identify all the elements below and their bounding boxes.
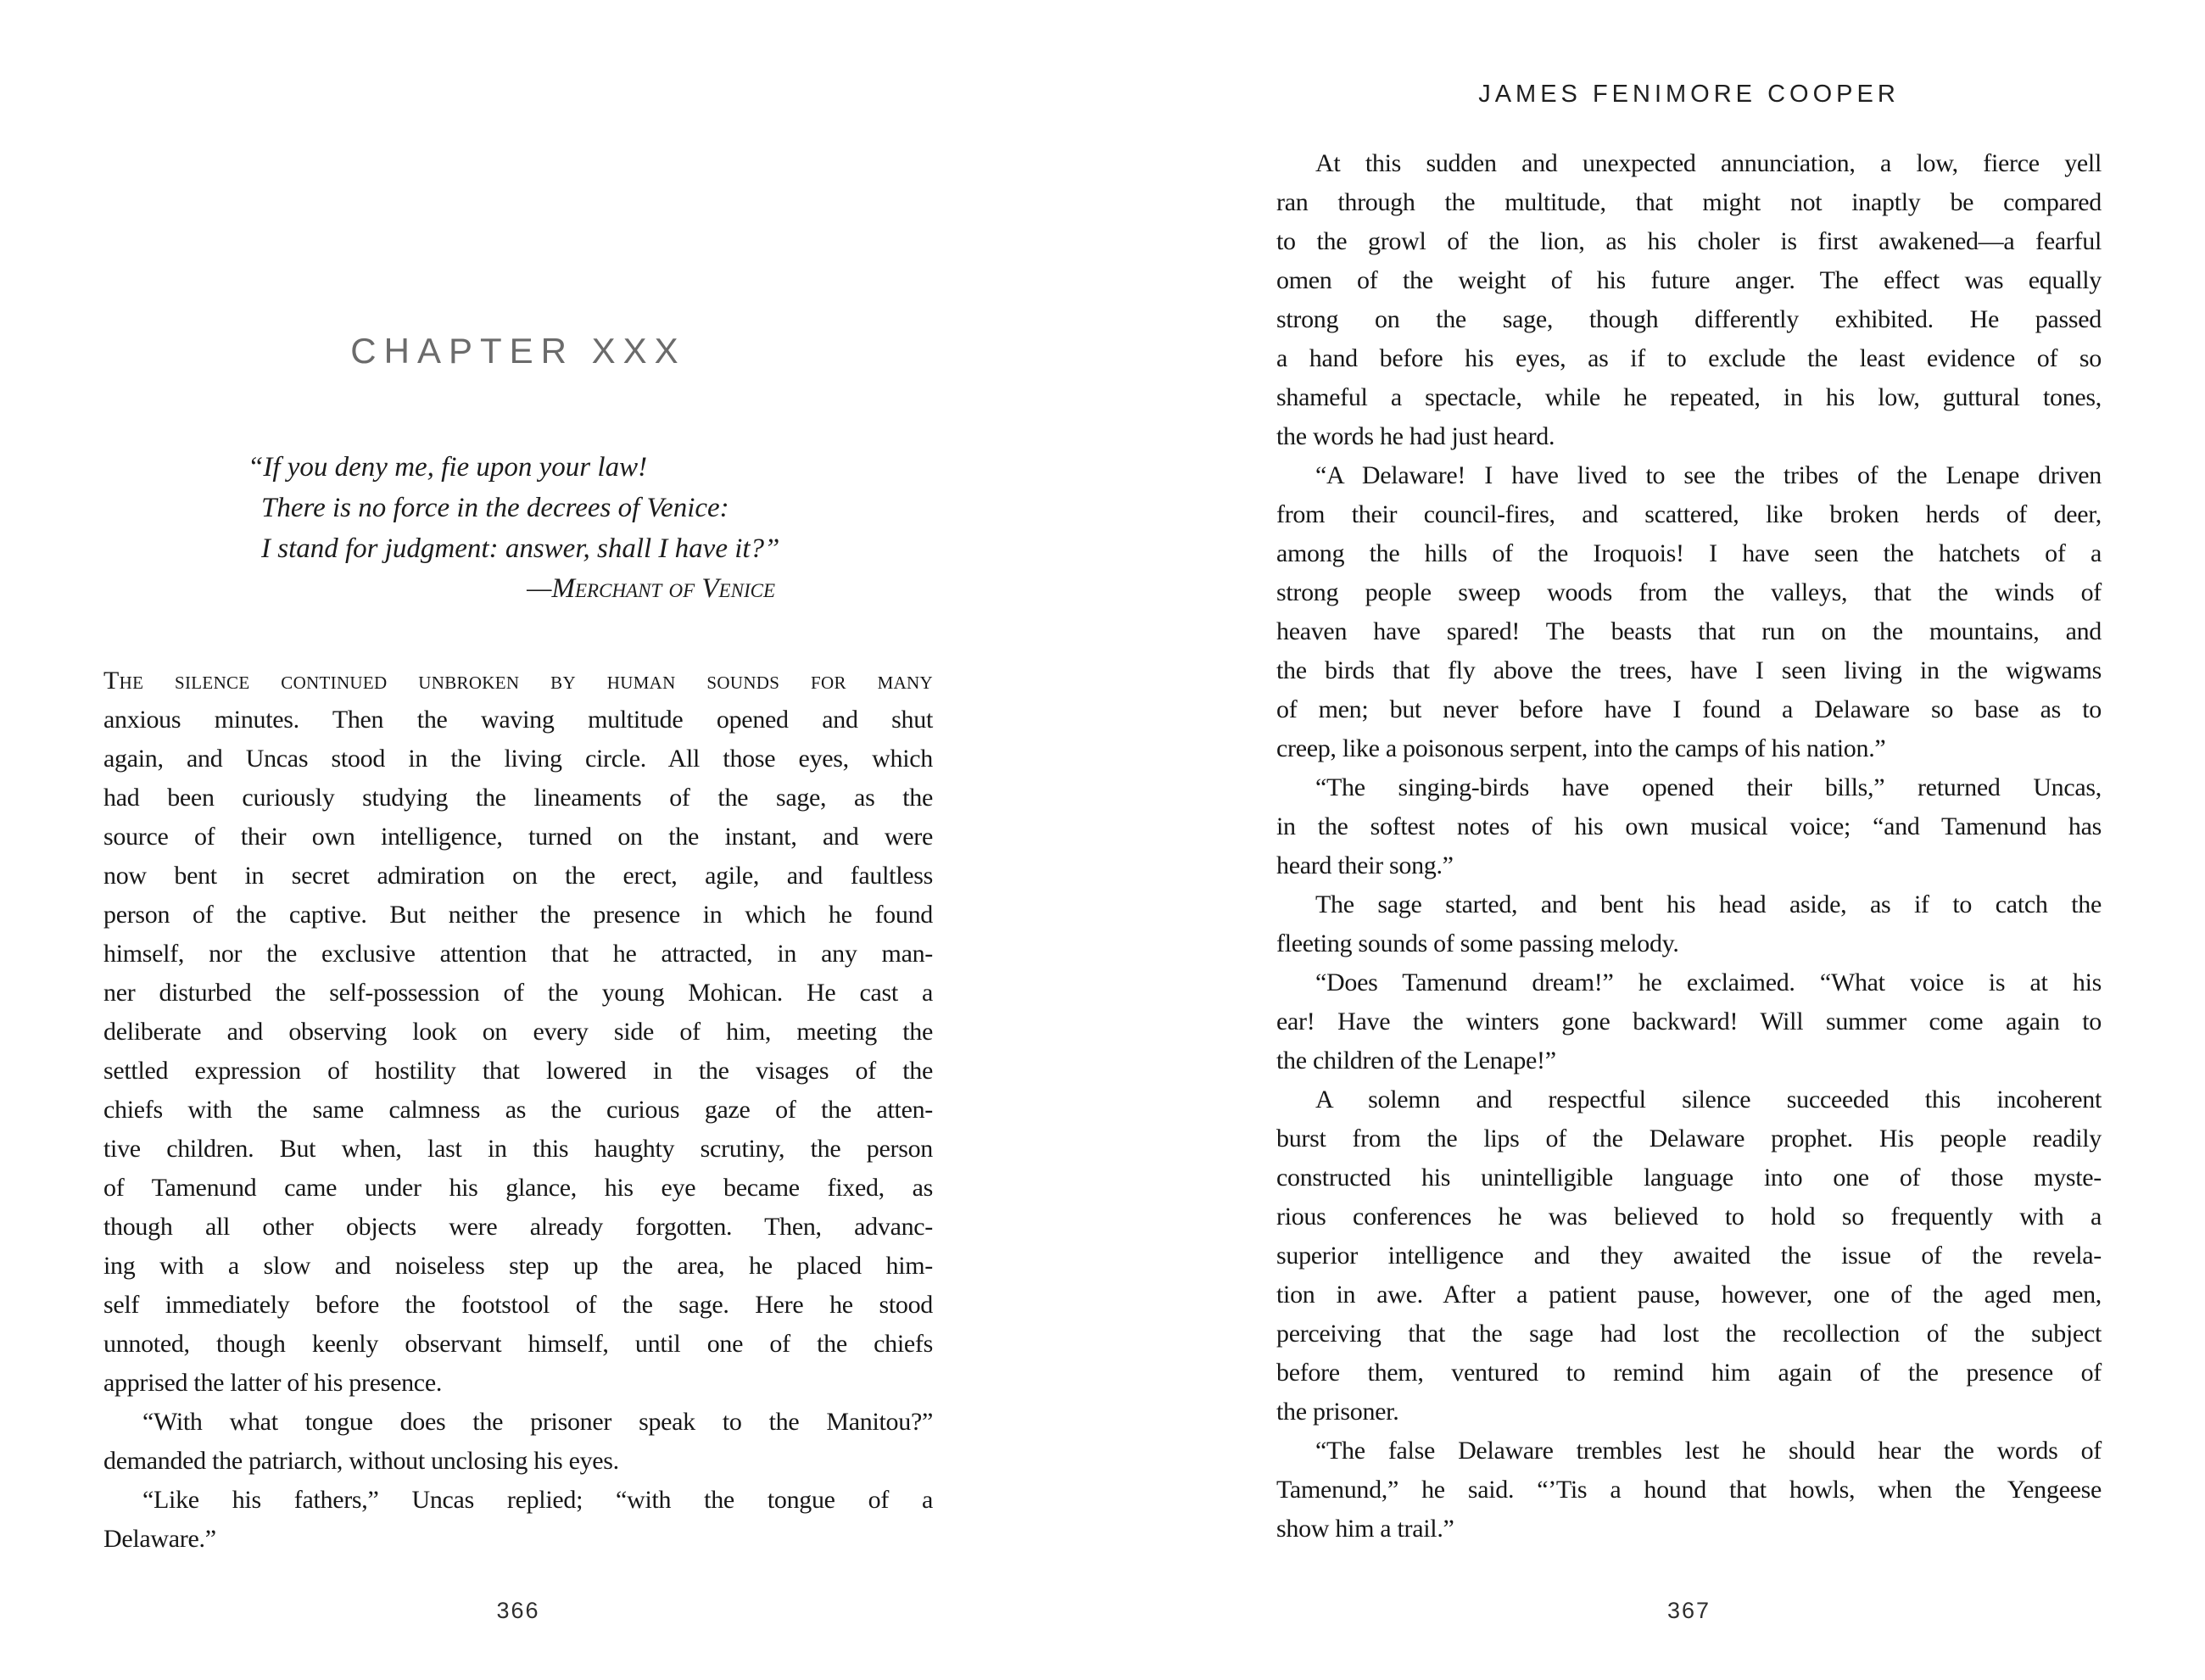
text-line: heard their song.” xyxy=(1276,851,1454,879)
epigraph-line: There is no force in the decrees of Venice: xyxy=(261,493,729,523)
text-line: creep, like a poisonous serpent, into the camps of his nation.” xyxy=(1276,734,1886,762)
text-line: show him a trail.” xyxy=(1276,1515,1454,1543)
paragraph xyxy=(103,1481,933,1559)
text-line: “A Delaware! I have lived to see the tribes of the Lenape driven xyxy=(1315,461,2102,489)
text-line: A solemn and respectful silence succeeded this incoherent xyxy=(1315,1086,2102,1113)
left-page-body xyxy=(103,661,933,1559)
paragraph xyxy=(1276,1432,2102,1549)
text-line: settled expression of hostility that lowered in the visages of the xyxy=(103,1057,933,1085)
text-line: perceiving that the sage had lost the recollection of the subject xyxy=(1276,1320,2102,1348)
text-line: unnoted, though keenly observant himself, until one of the chiefs xyxy=(103,1330,933,1358)
text-line: the children of the Lenape!” xyxy=(1276,1047,1556,1074)
text-line: strong people sweep woods from the valleys, that the winds of xyxy=(1276,578,2102,606)
text-line: the birds that fly above the trees, have I seen living in the wigwams xyxy=(1276,656,2102,684)
text-line: shameful a spectacle, while he repeated, in his low, guttural tones, xyxy=(1276,383,2102,411)
text-line: omen of the weight of his future anger. The effect was equally xyxy=(1276,266,2102,294)
text-line: self immediately before the footstool of the sage. Here he stood xyxy=(103,1291,933,1319)
text-line: anxious minutes. Then the waving multitude opened and shut xyxy=(103,706,933,734)
text-line: The silence continued unbroken by human sounds for many xyxy=(103,667,933,695)
epigraph-line: I stand for judgment: answer, shall I have it?” xyxy=(261,533,780,564)
text-line: ran through the multitude, that might not inaptly be compared xyxy=(1276,188,2102,216)
right-page-body xyxy=(1276,144,2102,1549)
text-line: ner disturbed the self-possession of the young Mohican. He cast a xyxy=(103,979,933,1007)
text-line: At this sudden and unexpected annunciation, a low, fierce yell xyxy=(1315,149,2102,177)
text-line: strong on the sage, though differently exhibited. He passed xyxy=(1276,305,2102,333)
epigraph xyxy=(248,447,797,608)
text-line: though all other objects were already forgotten. Then, advanc- xyxy=(103,1213,933,1241)
text-line: Tamenund,” he said. “’Tis a hound that howls, when the Yengeese xyxy=(1276,1476,2102,1504)
text-line: “Like his fathers,” Uncas replied; “with the tongue of a xyxy=(142,1486,933,1514)
text-line: the words he had just heard. xyxy=(1276,422,1555,450)
text-line: ing with a slow and noiseless step up the area, he placed him- xyxy=(103,1252,933,1280)
text-line: deliberate and observing look on every side of him, meeting the xyxy=(103,1018,933,1046)
text-line: chiefs with the same calmness as the curious gaze of the atten- xyxy=(103,1096,933,1124)
paragraph xyxy=(1276,768,2102,885)
paragraph xyxy=(103,661,933,1403)
epigraph-line: “If you deny me, fie upon your law! xyxy=(248,452,648,483)
page-number-right: 367 xyxy=(1666,1598,1711,1623)
text-line: “Does Tamenund dream!” he exclaimed. “What voice is at his xyxy=(1315,968,2102,996)
text-line: constructed his unintelligible language into one of those myste- xyxy=(1276,1164,2102,1192)
right-page xyxy=(1276,0,2102,1680)
epigraph-attribution: —Merchant of Venice xyxy=(527,573,775,604)
text-line: heaven have spared! The beasts that run on the mountains, and xyxy=(1276,617,2102,645)
text-line: from their council-fires, and scattered, like broken herds of deer, xyxy=(1276,500,2102,528)
text-line: “With what tongue does the prisoner speak to the Manitou?” xyxy=(142,1408,933,1436)
text-line: tive children. But when, last in this haughty scrutiny, the person xyxy=(103,1135,933,1163)
text-line: rious conferences he was believed to hold so frequently with a xyxy=(1276,1203,2102,1231)
page-number-left: 366 xyxy=(496,1598,540,1623)
text-line: ear! Have the winters gone backward! Will summer come again to xyxy=(1276,1007,2102,1035)
running-header: JAMES FENIMORE COOPER xyxy=(1478,81,1900,108)
text-line: superior intelligence and they awaited the issue of the revela- xyxy=(1276,1242,2102,1270)
text-line: a hand before his eyes, as if to exclude the least evidence of so xyxy=(1276,344,2102,372)
paragraph xyxy=(1276,885,2102,963)
text-line: himself, nor the exclusive attention that he attracted, in any man- xyxy=(103,940,933,968)
text-line: in the softest notes of his own musical voice; “and Tamenund has xyxy=(1276,812,2102,840)
text-line: tion in awe. After a patient pause, however, one of the aged men, xyxy=(1276,1281,2102,1309)
left-page xyxy=(103,0,933,1680)
text-line: source of their own intelligence, turned on the instant, and were xyxy=(103,823,933,851)
text-line: again, and Uncas stood in the living circle. All those eyes, which xyxy=(103,745,933,773)
text-line: The sage started, and bent his head aside, as if to catch the xyxy=(1315,890,2102,918)
text-line: had been curiously studying the lineaments of the sage, as the xyxy=(103,784,933,812)
text-line: burst from the lips of the Delaware prophet. His people readily xyxy=(1276,1125,2102,1153)
text-line: of men; but never before have I found a Delaware so base as to xyxy=(1276,695,2102,723)
text-line: demanded the patriarch, without unclosing his eyes. xyxy=(103,1447,619,1475)
text-line: person of the captive. But neither the presence in which he found xyxy=(103,901,933,929)
paragraph xyxy=(1276,144,2102,456)
text-line: “The false Delaware trembles lest he should hear the words of xyxy=(1315,1437,2102,1465)
text-line: now bent in secret admiration on the erect, agile, and faultless xyxy=(103,862,933,890)
text-line: the prisoner. xyxy=(1276,1398,1399,1426)
paragraph xyxy=(1276,963,2102,1080)
text-line: among the hills of the Iroquois! I have seen the hatchets of a xyxy=(1276,539,2102,567)
paragraph xyxy=(1276,456,2102,768)
text-line: fleeting sounds of some passing melody. xyxy=(1276,929,1679,957)
text-line: of Tamenund came under his glance, his eye became fixed, as xyxy=(103,1174,933,1202)
text-line: Delaware.” xyxy=(103,1525,216,1553)
paragraph xyxy=(1276,1080,2102,1432)
text-line: to the growl of the lion, as his choler is first awakened—a fearful xyxy=(1276,227,2102,255)
paragraph xyxy=(103,1403,933,1481)
text-line: “The singing-birds have opened their bills,” returned Uncas, xyxy=(1315,773,2102,801)
chapter-heading: CHAPTER XXX xyxy=(350,331,686,371)
text-line: before them, ventured to remind him again of the presence of xyxy=(1276,1359,2102,1387)
text-line: apprised the latter of his presence. xyxy=(103,1369,443,1397)
